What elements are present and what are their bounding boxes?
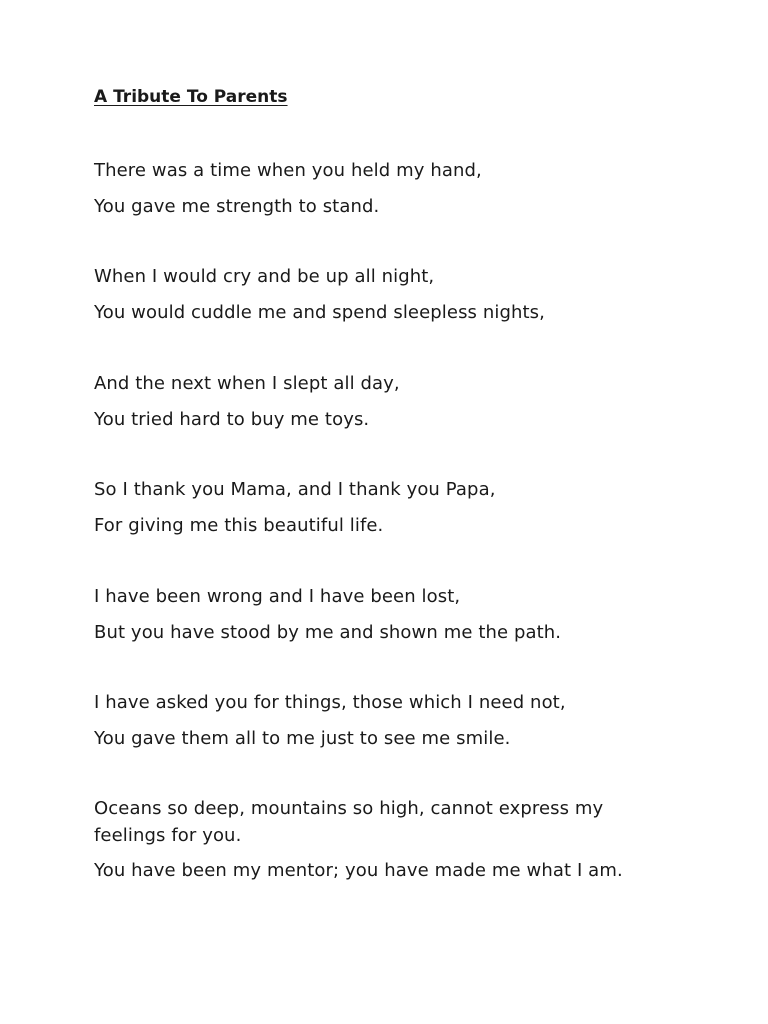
stanza-2-line-1: When I would cry and be up all night, [94, 266, 435, 287]
stanza-4-line-2: For giving me this beautiful life. [94, 515, 384, 536]
stanza-2-line-2: You would cuddle me and spend sleepless nights, [94, 302, 545, 323]
stanza-6-line-1: I have asked you for things, those which I need not, [94, 692, 566, 713]
stanza-1-line-1: There was a time when you held my hand, [94, 160, 482, 181]
stanza-1-line-2: You gave me strength to stand. [94, 196, 380, 217]
stanza-7-line-1: Oceans so deep, mountains so high, cannot express my feelings for you. [94, 798, 604, 846]
stanza-7-line-2: You have been my mentor; you have made me what I am. [94, 860, 623, 881]
stanza-4-line-1: So I thank you Mama, and I thank you Papa, [94, 479, 496, 500]
stanza-3-line-2: You tried hard to buy me toys. [94, 409, 370, 430]
stanza-5-line-2: But you have stood by me and shown me the path. [94, 622, 562, 643]
stanza-6-line-2: You gave them all to me just to see me smile. [94, 728, 511, 749]
stanza-5-line-1: I have been wrong and I have been lost, [94, 586, 461, 607]
document-title: A Tribute To Parents [94, 87, 288, 107]
stanza-3-line-1: And the next when I slept all day, [94, 373, 400, 394]
